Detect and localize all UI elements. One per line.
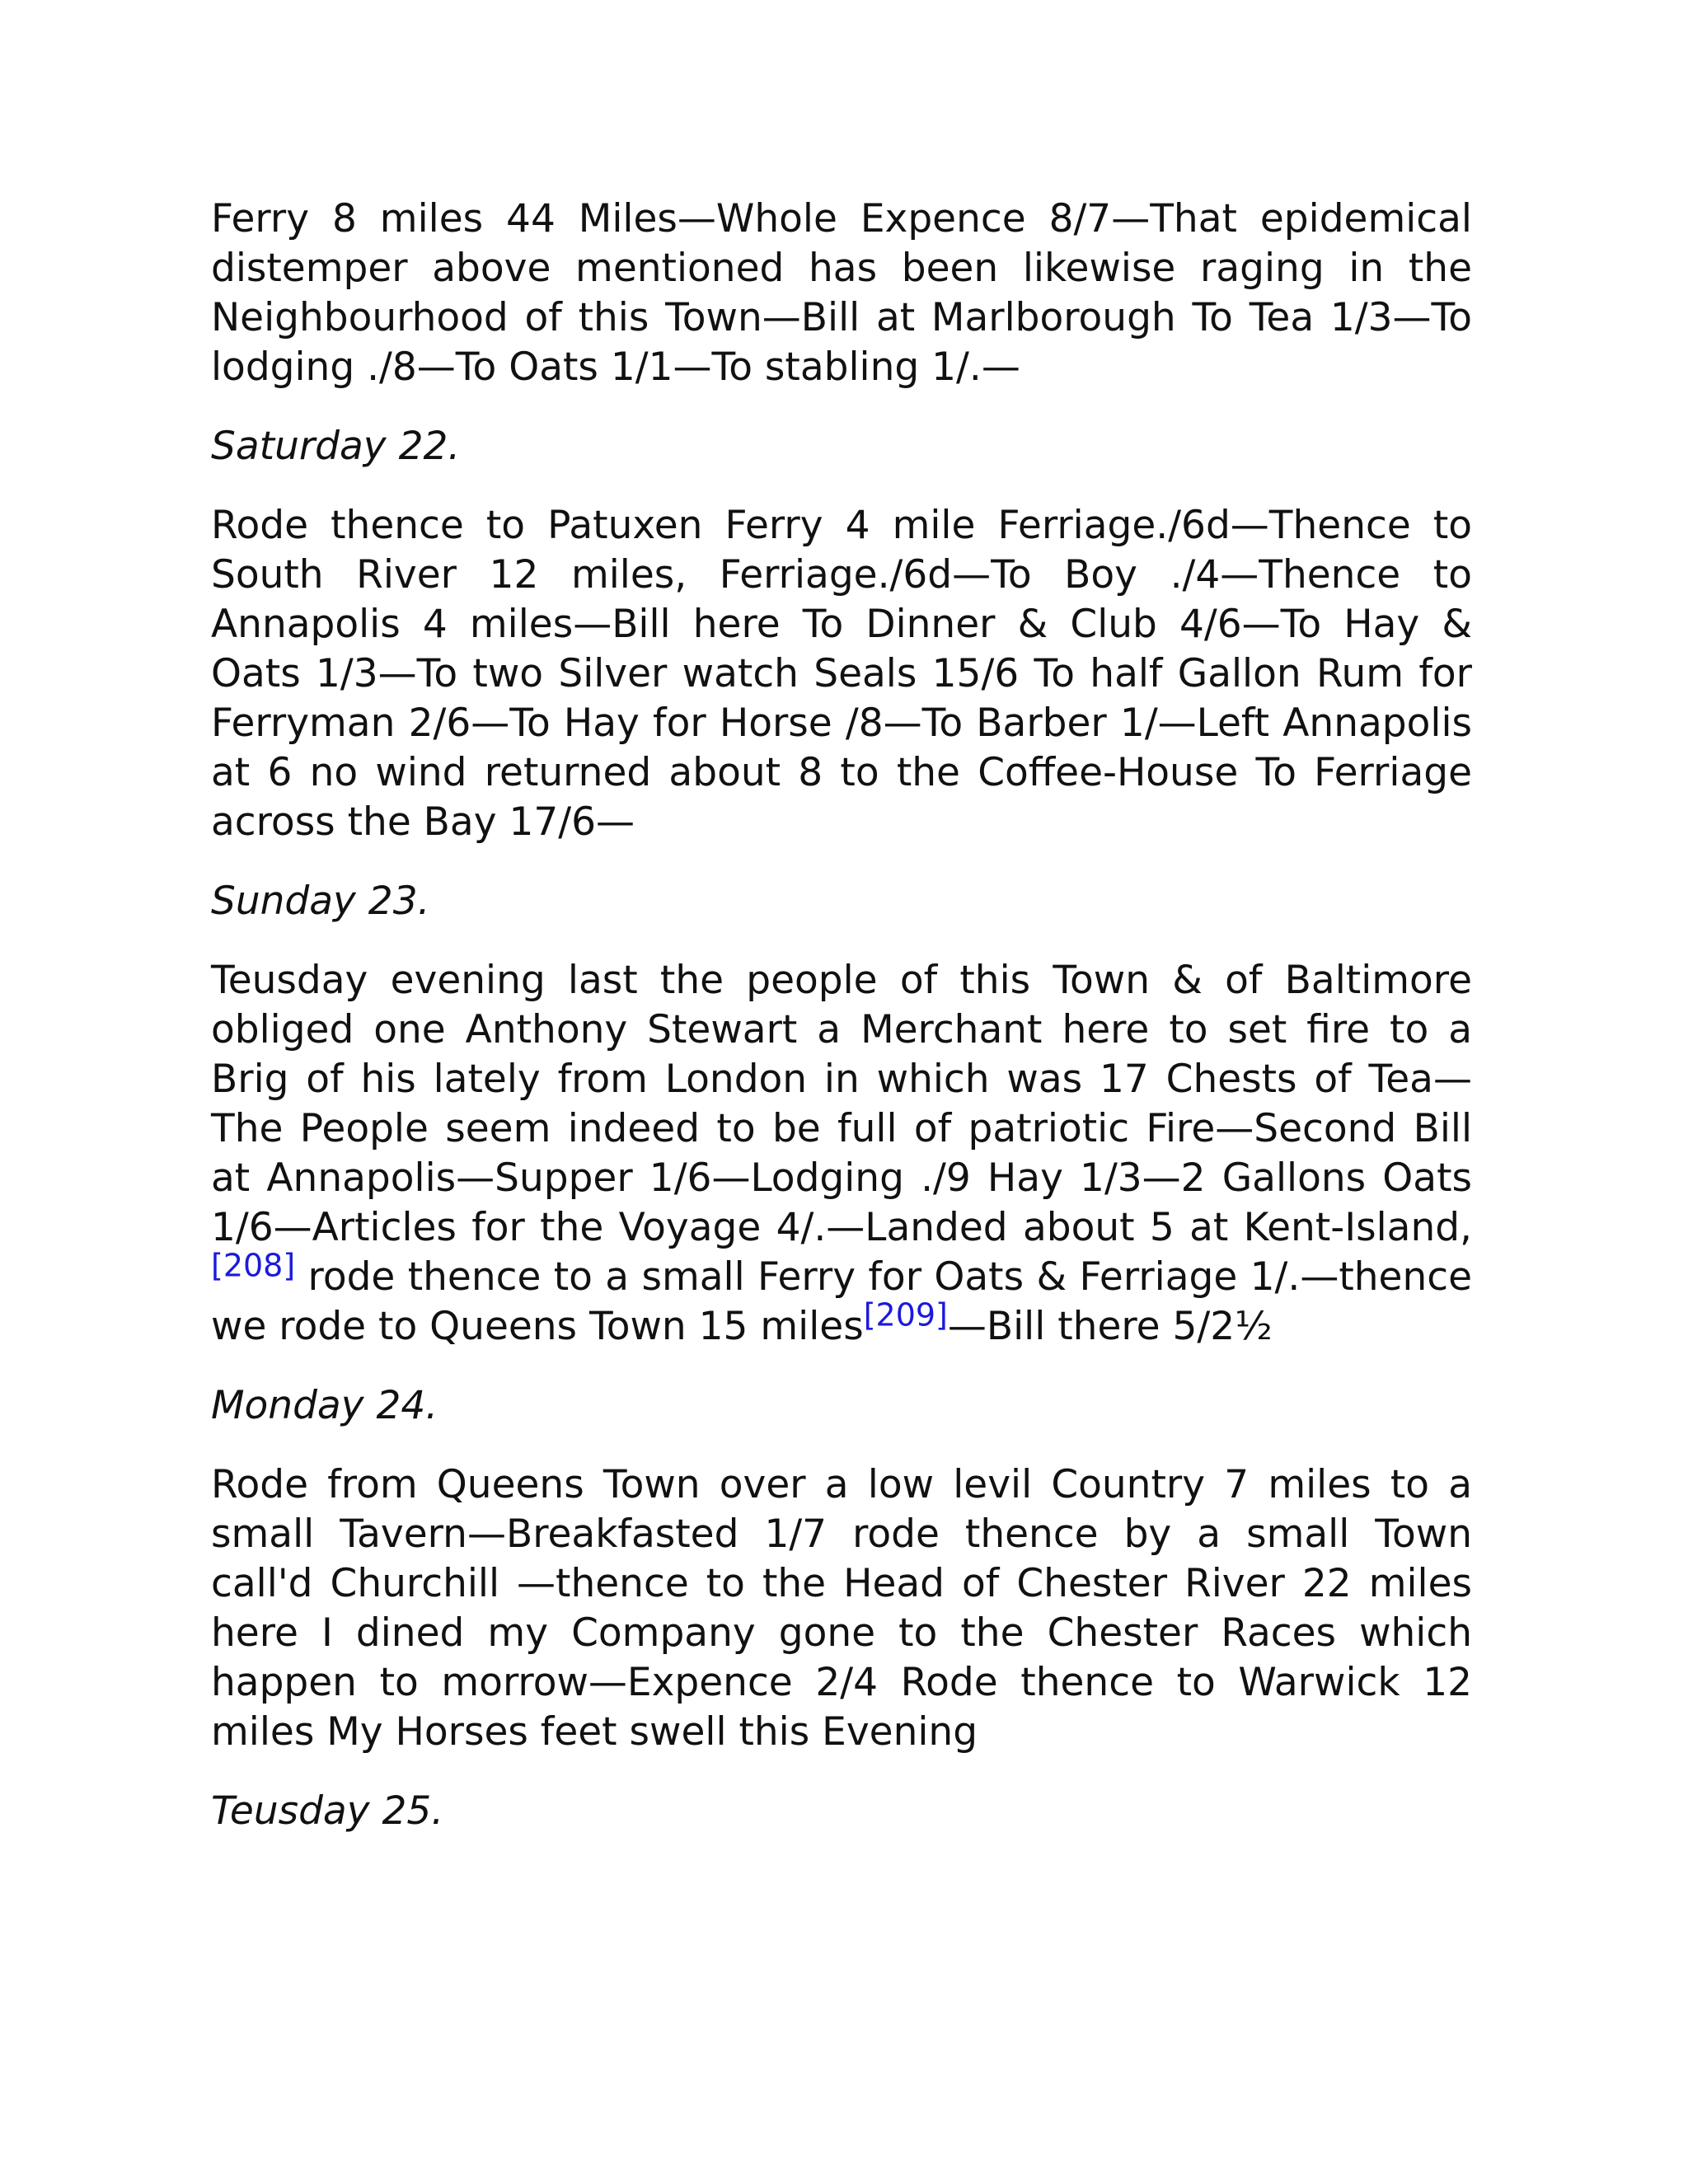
date-heading-sunday-23: Sunday 23. <box>211 879 430 924</box>
date-heading-monday-24: Monday 24. <box>211 1383 438 1428</box>
journal-paragraph-4: Rode from Queens Town over a low levil Country 7 miles to a small Tavern—Breakfasted 1/7 rode thence by a small Town call'd Churchill —thence to the Head of Chester River 22 miles here I dined my Company gone to the Chester Races which happen to morrow—Expence 2/4 Rode thence to Warwick 12 miles My Horses feet swell this Evening <box>211 1462 1472 1755</box>
paragraph-3-text-part-1: Teusday evening last the people of this Town & of Baltimore obliged one Anthony Stewart a Merchant here to set fire to a Brig of his lately from London in which was 17 Chests of Tea—The People seem indeed to be full of patriotic Fire—Second Bill at Annapolis—Supper 1/6—Lodging ./9 Hay 1/3—2 Gallons Oats 1/6—Articles for the Voyage 4/.—Landed about 5 at Kent-Island, <box>211 958 1472 1250</box>
journal-page <box>211 194 1472 1866</box>
footnote-link-208[interactable]: [208] <box>211 1247 296 1284</box>
journal-paragraph-3 <box>211 956 1472 1352</box>
date-heading-saturday-22: Saturday 22. <box>211 424 461 469</box>
date-heading-teusday-25: Teusday 25. <box>211 1788 444 1834</box>
footnote-link-209[interactable]: [209] <box>863 1296 948 1333</box>
paragraph-3-text-part-2: rode thence to a small Ferry for Oats & Ferriage 1/.—thence we rode to Queens Town 15 miles <box>211 1254 1472 1349</box>
paragraph-3-text-part-3: —Bill there 5/2½ <box>947 1304 1273 1349</box>
journal-paragraph-2: Rode thence to Patuxen Ferry 4 mile Ferriage./6d—Thence to South River 12 miles, Ferriage./6d—To Boy ./4—Thence to Annapolis 4 miles—Bill here To Dinner & Club 4/6—To Hay & Oats 1/3—To two Silver watch Seals 15/6 To half Gallon Rum for Ferryman 2/6—To Hay for Horse /8—To Barber 1/—Left Annapolis at 6 no wind returned about 8 to the Coffee-House To Ferriage across the Bay 17/6— <box>211 503 1472 845</box>
journal-paragraph-1: Ferry 8 miles 44 Miles—Whole Expence 8/7—That epidemical distemper above mentioned has been likewise raging in the Neighbourhood of this Town—Bill at Marlborough To Tea 1/3—To lodging ./8—To Oats 1/1—To stabling 1/.— <box>211 196 1472 390</box>
